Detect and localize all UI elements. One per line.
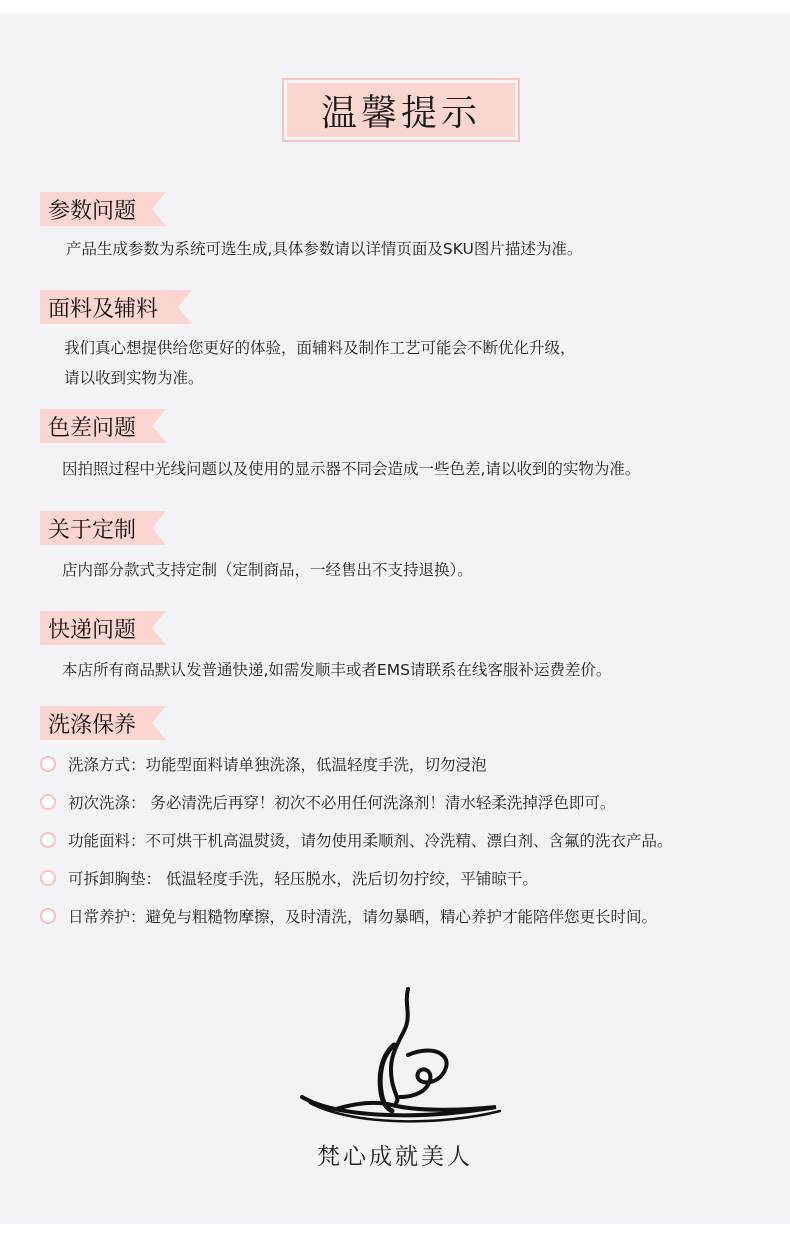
list-item (40, 821, 673, 859)
section-text-fabric (64, 333, 576, 393)
page-title: 温馨提示 (287, 83, 515, 137)
list-item-text: 可拆卸胸垫： 低温轻度手洗，轻压脱水，洗后切勿拧绞，平铺晾干。 (68, 870, 538, 888)
section-heading-color (40, 409, 166, 443)
list-item (40, 745, 673, 783)
care-list (40, 745, 673, 935)
section-heading-params (40, 192, 166, 226)
text-line: 我们真心想提供给您更好的体验，面辅料及制作工艺可能会不断优化升级， (64, 339, 576, 357)
list-item (40, 859, 673, 897)
list-item (40, 783, 673, 821)
section-heading-label: 参数问题 (48, 198, 137, 224)
title-frame (282, 78, 520, 142)
yoga-figure-logo-icon (296, 985, 506, 1133)
bullet-circle-icon (40, 756, 56, 772)
text-line: 请以收到实物为准。 (64, 369, 204, 387)
section-text-shipping (62, 655, 611, 685)
section-heading-label: 洗涤保养 (48, 712, 137, 738)
section-heading-label: 关于定制 (48, 517, 137, 543)
text-line: 本店所有商品默认发普通快递,如需发顺丰或者EMS请联系在线客服补运费差价。 (62, 661, 612, 679)
list-item-text: 初次洗涤： 务必清洗后再穿！初次不必用任何洗涤剂！清水轻柔洗掉浮色即可。 (68, 794, 616, 812)
bullet-circle-icon (40, 832, 56, 848)
section-heading-custom (40, 511, 166, 545)
section-heading-fabric (40, 290, 192, 324)
list-item-text: 日常养护：避免与粗糙物摩擦，及时清洗，请勿暴晒，精心养护才能陪伴您更长时间。 (68, 908, 658, 926)
text-line: 产品生成参数为系统可选生成,具体参数请以详情页面及SKU图片描述为准。 (66, 240, 583, 258)
section-heading-label: 快递问题 (48, 617, 137, 643)
text-line: 店内部分款式支持定制（定制商品，一经售出不支持退换）。 (62, 561, 473, 579)
bullet-circle-icon (40, 794, 56, 810)
list-item-text: 功能面料：不可烘干机高温熨烫，请勿使用柔顺剂、冷洗精、漂白剂、含氟的洗衣产品。 (68, 832, 673, 850)
section-heading-care (40, 706, 166, 740)
section-text-color (62, 454, 640, 484)
section-heading-shipping (40, 611, 166, 645)
bullet-circle-icon (40, 908, 56, 924)
list-item (40, 897, 673, 935)
section-text-params (66, 234, 582, 264)
section-heading-label: 面料及辅料 (48, 296, 159, 322)
section-text-custom (62, 555, 473, 585)
brand-name: 梵心成就美人 (317, 1144, 473, 1170)
list-item-text: 洗涤方式：功能型面料请单独洗涤，低温轻度手洗，切勿浸泡 (68, 756, 487, 774)
section-heading-label: 色差问题 (48, 415, 137, 441)
text-line: 因拍照过程中光线问题以及使用的显示器不同会造成一些色差,请以收到的实物为准。 (62, 460, 641, 478)
bullet-circle-icon (40, 870, 56, 886)
